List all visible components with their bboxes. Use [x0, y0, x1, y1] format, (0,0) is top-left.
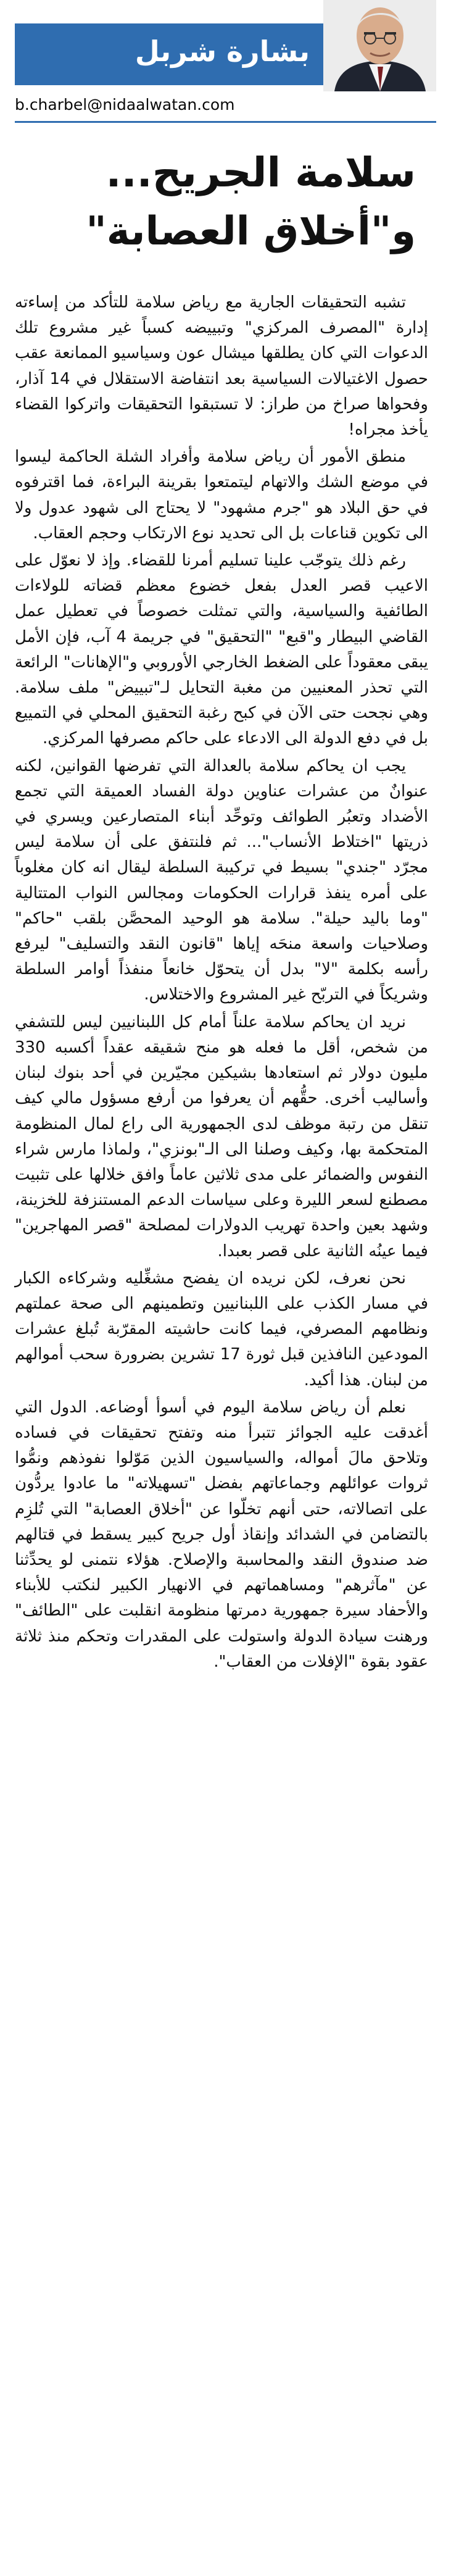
- headline-line-1: سلامة الجريح...: [106, 149, 416, 196]
- paragraph: تشبه التحقيقات الجارية مع رياض سلامة للتأكد من إساءته إدارة "المصرف المركزي" وتبييضه كسباً غير مشروع تلك الدعوات التي كان يطلقها ميشال عون وسياسيو الممانعة عقب حصول الاغتيالات السياسية بعد انتفاضة الاستقلال في 14 آذار، وفحواها صراخ من طراز: لا تستبقوا التحقيقات واتركوا القضاء يأخذ مجراه!: [15, 293, 428, 440]
- column-banner: [15, 0, 436, 91]
- divider: [15, 121, 436, 123]
- author-email[interactable]: b.charbel@nidaalwatan.com: [15, 96, 235, 114]
- paragraph: نحن نعرف، لكن نريده ان يفضح مشغِّليه وشركاءه الكبار في مسار الكذب على اللبنانيين وتطمينهم الى صحة عملتهم ونظامهم المصرفي، فيما كانت حاشيته المقرّبة تُبلغ عشرات المودعين النافذين قبل ثورة 17 تشرين بضرورة سحب أموالهم من لبنان. هذا أكيد.: [15, 1269, 428, 1390]
- author-portrait: [323, 0, 436, 91]
- paragraph: رغم ذلك يتوجّب علينا تسليم أمرنا للقضاء. وإذ لا نعوّل على الاعيب قصر العدل بفعل خضوع معظم قضاته للولاءات الطائفية والسياسية، والتي تمثلت خصوصاً في تعطيل عمل القاضي البيطار و"قبع" "التحقيق" في جريمة 4 آب، فإن الأمل يبقى معقوداً على الضغط الخارجي الأوروبي و"الإهانات" الرائعة التي تحذر المعنيين من مغبة التحايل لـ"تبييض" ملف سلامة. وهي نجحت حتى الآن في كبح رغبة التحقيق المحلي في التمييع بل في دفع الدولة الى الادعاء على حاكم مصرفها المركزي.: [15, 551, 429, 748]
- paragraph: نعلم أن رياض سلامة اليوم في أسوأ أوضاعه. الدول التي أغدقت عليه الجوائز تتبرأ منه وتفتح تحقيقات في فساده وتلاحق مالَ أمواله، والسياسيون الذين مَوّلوا نفوذهم ونمُّوا ثروات عوائلهم وجماعاتهم بفضل "تسهيلاته" ما عادوا يردُّون على اتصالاته، حتى أنهم تخلّوا عن "أخلاق العصابة" التي تُلزِم بالتضامن في الشدائد وإنقاذ أول جريح كبير يسقط في قتالهم ضد صندوق النقد والمحاسبة والإصلاح. هؤلاء نتمنى لو يحدِّثنا عن "مآثرهم" ومساهماتهم في الانهيار الكبير لنكتب للأبناء والأحفاد سيرة جمهورية دمرتها منظومة انقلبت على "الطائف" ورهنت سيادة الدولة واستولت على المقدرات وتحكم منذ ثلاثة عقود بقوة "الإفلات من العقاب".: [15, 1398, 428, 1671]
- article-body: [15, 290, 428, 1677]
- author-portrait-image: [323, 0, 436, 91]
- headline-line-2: و"أخلاق العصابة": [86, 209, 416, 254]
- article-headline: [15, 143, 416, 261]
- writer-name: بشارة شربل: [134, 35, 310, 68]
- paragraph: منطق الأمور أن رياض سلامة وأفراد الشلة الحاكمة ليسوا في موضع الشك والاتهام ليتمتعوا بقرينة البراءة، فما اقترفوه في حق البلاد هو "جرم مشهود" لا يحتاج الى شهود عدول ولا الى تكوين قناعات بل الى تحديد نوع الارتكاب وحجم العقاب.: [15, 448, 428, 543]
- paragraph: نريد ان يحاكم سلامة علناً أمام كل اللبنانيين ليس للتشفي من شخص، أقل ما فعله هو منح شقيقه عقداً أكسبه 330 مليون دولار ثم استعادها بشيكين مجيّرين في أحد بنوك لبنان وأساليب أخرى. حقُّهم أن يعرفوا من أرفع مسؤول مالي كيف تنقل من رتبة موظف لدى الجمهورية الى راع لمال المنظومة المتحكمة بها، وكيف وصلنا الى الـ"بونزي"، ولماذا مارس شراء النفوس والضمائر على مدى ثلاثين عاماً وافق خلالها على تثبيت مصطنع لسعر الليرة وعلى سياسات الدعم المستنزفة للخزينة، وشهد بعين واحدة تهريب الدولارات لمصلحة "قصر المهاجرين" فيما عينُه الثانية على قصر بعبدا.: [15, 1012, 428, 1261]
- paragraph: يجب ان يحاكم سلامة بالعدالة التي تفرضها القوانين، لكنه عنوانٌ من عشرات عناوين دولة الفساد العميقة التي تجمع الأضداد وتعبُر الطوائف وتوحِّد أبناء المتصارعين ويسري في ذريتها "اختلاط الأنساب"... ثم فلنتفق على أن سلامة ليس مجرّد "جندي" بسيط في تركيبة السلطة ليقال انه كان مغلوباً على أمره ينفذ قرارات الحكومات ومجالس النواب المتتالية "وما باليد حيلة". سلامة هو الوحيد المحصَّن بلقب "حاكم" وصلاحيات واسعة منحَه إياها "قانون النقد والتسليف" ليرفع رأسه بكلمة "لا" بدل أن يتحوّل خانعاً منفذاً أوامر السلطة وشريكاً في التربّح غير المشروع والاختلاس.: [15, 756, 428, 1004]
- column-name-bar: [15, 23, 323, 85]
